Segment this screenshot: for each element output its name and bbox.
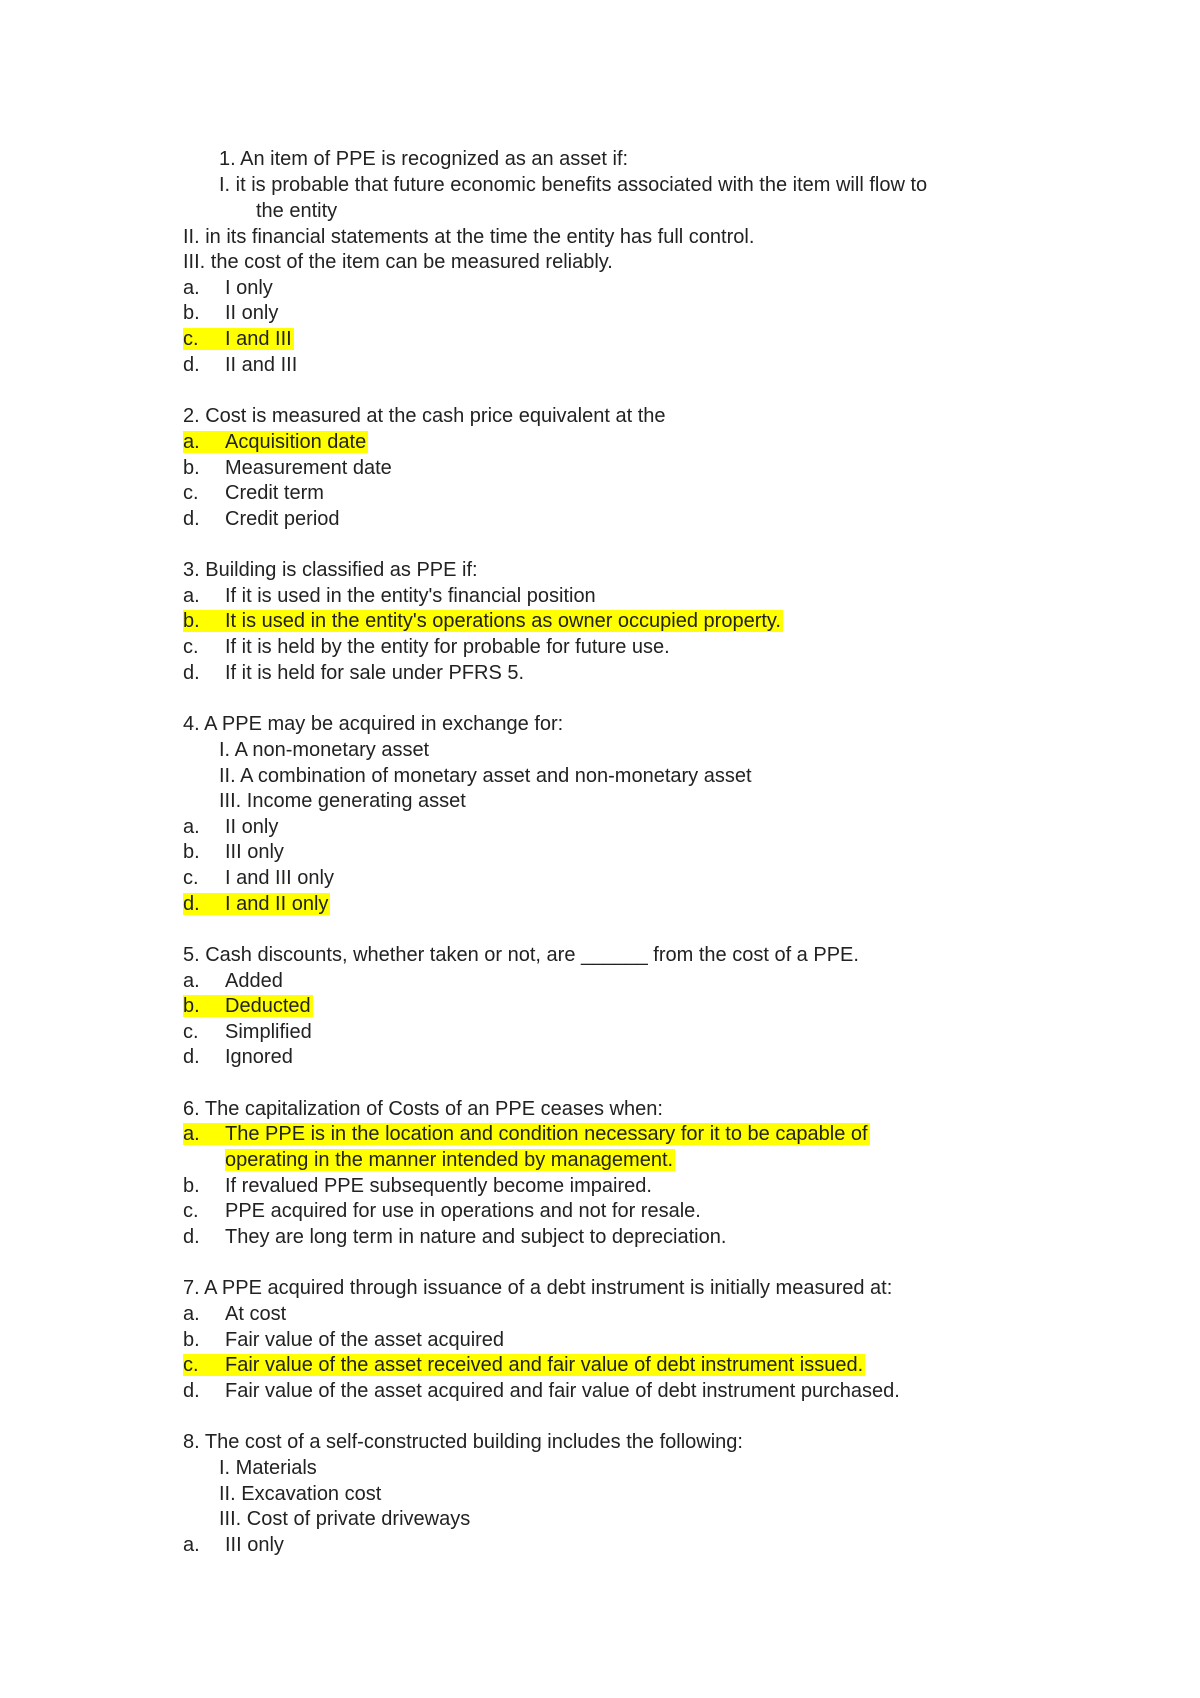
option-letter: c. [183, 482, 199, 504]
option-letter: a. [183, 431, 200, 453]
option-text: If it is held for sale under PFRS 5. [225, 662, 525, 684]
q1-option-d [183, 353, 297, 378]
option-text: I and III only [225, 867, 334, 889]
option-letter: d. [183, 508, 200, 530]
q2-stem: 2. Cost is measured at the cash price equivalent at the [183, 405, 666, 427]
option-letter: a. [183, 1123, 200, 1145]
option-text: If revalued PPE subsequently become impaired. [225, 1175, 652, 1197]
option-text: Credit term [225, 482, 324, 504]
option-text: I and II only [225, 893, 329, 915]
option-letter: b. [183, 1329, 200, 1351]
option-text: Deducted [225, 995, 311, 1017]
option-text: At cost [225, 1303, 287, 1325]
option-text: II only [225, 816, 279, 838]
option-letter: b. [183, 841, 200, 863]
q6-stem: 6. The capitalization of Costs of an PPE ceases when: [183, 1098, 663, 1120]
q4-stem: 4. A PPE may be acquired in exchange for: [183, 713, 564, 735]
q6-option-d [183, 1225, 726, 1250]
option-text: The PPE is in the location and condition necessary for it to be capable of [225, 1123, 868, 1145]
q5-option-c [183, 1020, 312, 1045]
option-text: Credit period [225, 508, 340, 530]
option-text: II and III [225, 354, 298, 376]
option-letter: d. [183, 1380, 200, 1402]
q7-option-a [183, 1302, 286, 1327]
q4-statement-1: I. A non-monetary asset [219, 739, 430, 761]
q7-stem: 7. A PPE acquired through issuance of a debt instrument is initially measured at: [183, 1277, 893, 1299]
option-text: It is used in the entity's operations as owner occupied property. [225, 610, 781, 632]
q5-option-a [183, 969, 283, 994]
q7-option-d [183, 1379, 900, 1404]
option-text: II only [225, 302, 279, 324]
option-text-cont: operating in the manner intended by management. [225, 1149, 674, 1171]
option-text: I and III [225, 328, 292, 350]
q1-stem: 1. An item of PPE is recognized as an asset if: [219, 148, 629, 170]
option-letter: c. [183, 1354, 199, 1376]
option-letter: c. [183, 867, 199, 889]
option-letter: c. [183, 636, 199, 658]
q2-option-a-answer [183, 430, 368, 455]
q5-option-b-answer [183, 994, 313, 1019]
option-text: Fair value of the asset received and fair value of debt instrument issued. [225, 1354, 864, 1376]
q6-option-c [183, 1199, 701, 1224]
q4-option-b [183, 840, 284, 865]
option-text: Fair value of the asset acquired [225, 1329, 505, 1351]
option-letter: b. [183, 995, 200, 1017]
q1-statement-1: I. it is probable that future economic benefits associated with the item will flow to [219, 174, 928, 196]
q1-statement-3: III. the cost of the item can be measured reliably. [183, 251, 613, 273]
q1-statement-2: II. in its financial statements at the time the entity has full control. [183, 226, 755, 248]
q8-option-a [183, 1533, 284, 1558]
q7-option-c-answer [183, 1353, 865, 1378]
option-text: Ignored [225, 1046, 293, 1068]
q6-option-b [183, 1174, 652, 1199]
q4-statement-3: III. Income generating asset [219, 790, 466, 812]
option-letter: b. [183, 457, 200, 479]
q3-option-d [183, 661, 524, 686]
option-text: They are long term in nature and subject to depreciation. [225, 1226, 727, 1248]
q4-option-d-answer [183, 892, 330, 917]
option-text: Added [225, 970, 283, 992]
option-letter: a. [183, 1534, 200, 1556]
q4-statement-2: II. A combination of monetary asset and non-monetary asset [219, 765, 752, 787]
option-letter: a. [183, 816, 200, 838]
option-letter: b. [183, 302, 200, 324]
q3-stem: 3. Building is classified as PPE if: [183, 559, 478, 581]
option-text: Acquisition date [225, 431, 367, 453]
option-text: III only [225, 1534, 284, 1556]
q5-option-d [183, 1045, 293, 1070]
option-letter: a. [183, 970, 200, 992]
q6-option-a-answer [183, 1122, 870, 1147]
q8-stem: 8. The cost of a self-constructed building includes the following: [183, 1431, 743, 1453]
q4-option-a [183, 815, 278, 840]
q5-stem: 5. Cash discounts, whether taken or not, are ______ from the cost of a PPE. [183, 944, 859, 966]
q8-statement-1: I. Materials [219, 1457, 317, 1479]
option-text: Measurement date [225, 457, 392, 479]
option-letter: d. [183, 893, 200, 915]
option-text: Simplified [225, 1021, 312, 1043]
q8-statement-2: II. Excavation cost [219, 1483, 382, 1505]
q1-statement-1-cont: the entity [256, 200, 338, 222]
option-letter: a. [183, 1303, 200, 1325]
option-letter: a. [183, 277, 200, 299]
option-text: Fair value of the asset acquired and fair value of debt instrument purchased. [225, 1380, 900, 1402]
q8-statement-3: III. Cost of private driveways [219, 1508, 471, 1530]
option-letter: b. [183, 1175, 200, 1197]
q1-option-c-answer [183, 327, 294, 352]
option-letter: c. [183, 1200, 199, 1222]
q2-option-d [183, 507, 340, 532]
q1-option-a [183, 276, 273, 301]
option-letter: c. [183, 328, 199, 350]
q4-option-c [183, 866, 334, 891]
option-letter: a. [183, 585, 200, 607]
q3-option-a [183, 584, 596, 609]
option-letter: d. [183, 662, 200, 684]
option-text: I only [225, 277, 273, 299]
option-text: PPE acquired for use in operations and not for resale. [225, 1200, 701, 1222]
q6-option-a-cont [225, 1148, 675, 1173]
q2-option-c [183, 481, 324, 506]
q3-option-b-answer [183, 609, 783, 634]
option-letter: d. [183, 1046, 200, 1068]
option-text: If it is held by the entity for probable for future use. [225, 636, 670, 658]
option-letter: b. [183, 610, 200, 632]
q3-option-c [183, 635, 670, 660]
q2-option-b [183, 456, 392, 481]
option-letter: d. [183, 1226, 200, 1248]
option-letter: c. [183, 1021, 199, 1043]
option-letter: d. [183, 354, 200, 376]
option-text: If it is used in the entity's financial position [225, 585, 596, 607]
q1-option-b [183, 301, 278, 326]
option-text: III only [225, 841, 284, 863]
q7-option-b [183, 1328, 504, 1353]
